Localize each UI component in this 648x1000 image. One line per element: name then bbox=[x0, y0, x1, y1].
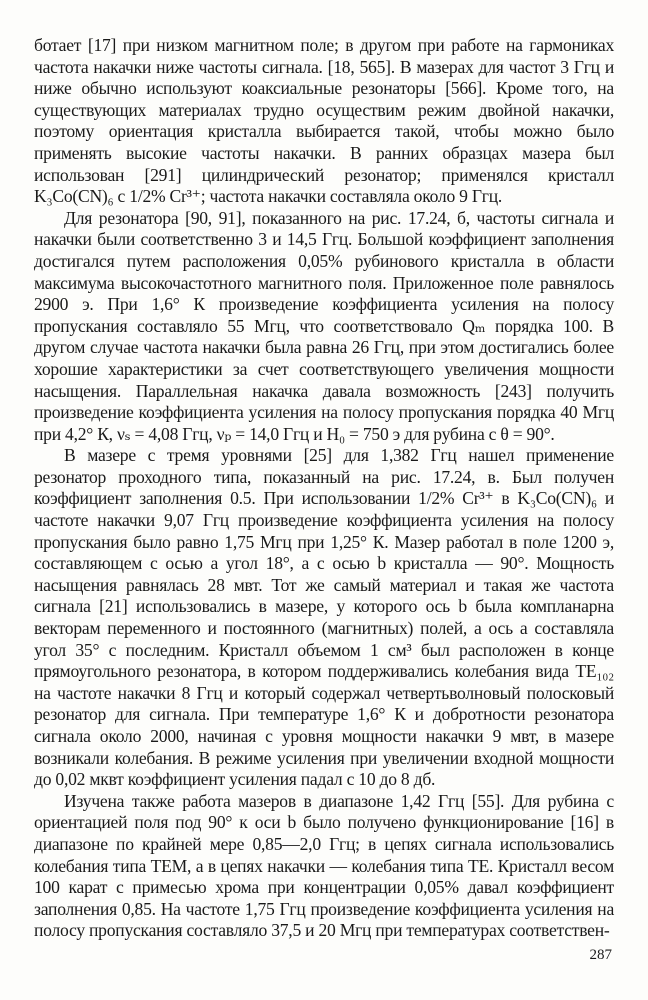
paragraph-1: ботает [17] при низком магнитном поле; в другом при работе на гармониках частота накачки ниже частоты сигнала. [18, 565]. В мазерах для частот 3 Ггц и ниже обычно используют коаксиальные резонаторы [566]. Кроме того, на существующих материалах трудно осуществим режим двойной накачки, поэтому ориентация кристалла выбирается такой, чтобы можно было применять высокие частоты накачки. В ранних образцах мазера был использован [291] цилиндрический резонатор; применялся кристалл K₃Co(CN)₆ с 1/2% Cr³⁺; частота накачки составляла около 9 Ггц. bbox=[34, 35, 614, 207]
paragraph-4: Изучена также работа мазеров в диапазоне 1,42 Ггц [55]. Для рубина с ориентацией поля под 90° к оси b было получено функционирование [16] в диапазоне по крайней мере 0,85—2,0 Ггц; в цепях сигнала использовались колебания типа TEM, а в цепях накачки — колебания типа TE. Кристалл весом 100 карат с примесью хрома при концентрации 0,05% давал коэффициент заполнения 0,85. На частоте 1,75 Ггц произведение коэффициента усиления на полосу пропускания составляло 37,5 и 20 Мгц при температурах соответствен- bbox=[34, 790, 614, 941]
page-number: 287 bbox=[589, 947, 612, 963]
paragraph-2: Для резонатора [90, 91], показанного на рис. 17.24, б, частоты сигнала и накачки были соответственно 3 и 14,5 Ггц. Большой коэффициент заполнения достигался путем расположения 0,05% рубинового кристалла в области максимума высокочастотного магнитного поля. Приложенное поле равнялось 2900 э. При 1,6° К произведение коэффициента усиления на полосу пропускания составляло 55 Мгц, что соответствовало Qₘ порядка 100. В другом случае частота накачки была равна 26 Ггц, при этом достигались более хорошие характеристики за счет соответствующего увеличения мощности насыщения. Параллельная накачка давала возможность [243] получить произведение коэффициента усиления на полосу пропускания порядка 40 Мгц при 4,2° К, νₛ = 4,08 Ггц, νₚ = 14,0 Ггц и H₀ = 750 э для рубина с θ = 90°. bbox=[34, 207, 614, 444]
body-text bbox=[34, 35, 614, 942]
paragraph-3: В мазере с тремя уровнями [25] для 1,382 Ггц нашел применение резонатор проходного типа, показанный на рис. 17.24, в. Был получен коэффициент заполнения 0.5. При использовании 1/2% Cr³⁺ в K₃Co(CN)₆ и частоте накачки 9,07 Ггц произведение коэффициента усиления на полосу пропускания было равно 1,75 Мгц при 1,25° К. Мазер работал в поле 1200 э, составляющем с осью a угол 18°, а с осью b кристалла — 90°. Мощность насыщения равнялась 28 мвт. Тот же самый материал и такая же частота сигнала [21] использовались в мазере, у которого ось b была компланарна векторам переменного и постоянного (магнитных) полей, а ось a составляла угол 35° с последним. Кристалл объемом 1 см³ был расположен в конце прямоугольного резонатора, в котором поддерживались колебания вида TE₁₀₂ на частоте накачки 8 Ггц и который содержал четвертьволновый полосковый резонатор для сигнала. При температуре 1,6° К и добротности резонатора сигнала около 2000, начиная с уровня мощности накачки 9 мвт, в мазере возникали колебания. В режиме усиления при увеличении входной мощности до 0,02 мквт коэффициент усиления падал с 10 до 8 дб. bbox=[34, 445, 614, 790]
